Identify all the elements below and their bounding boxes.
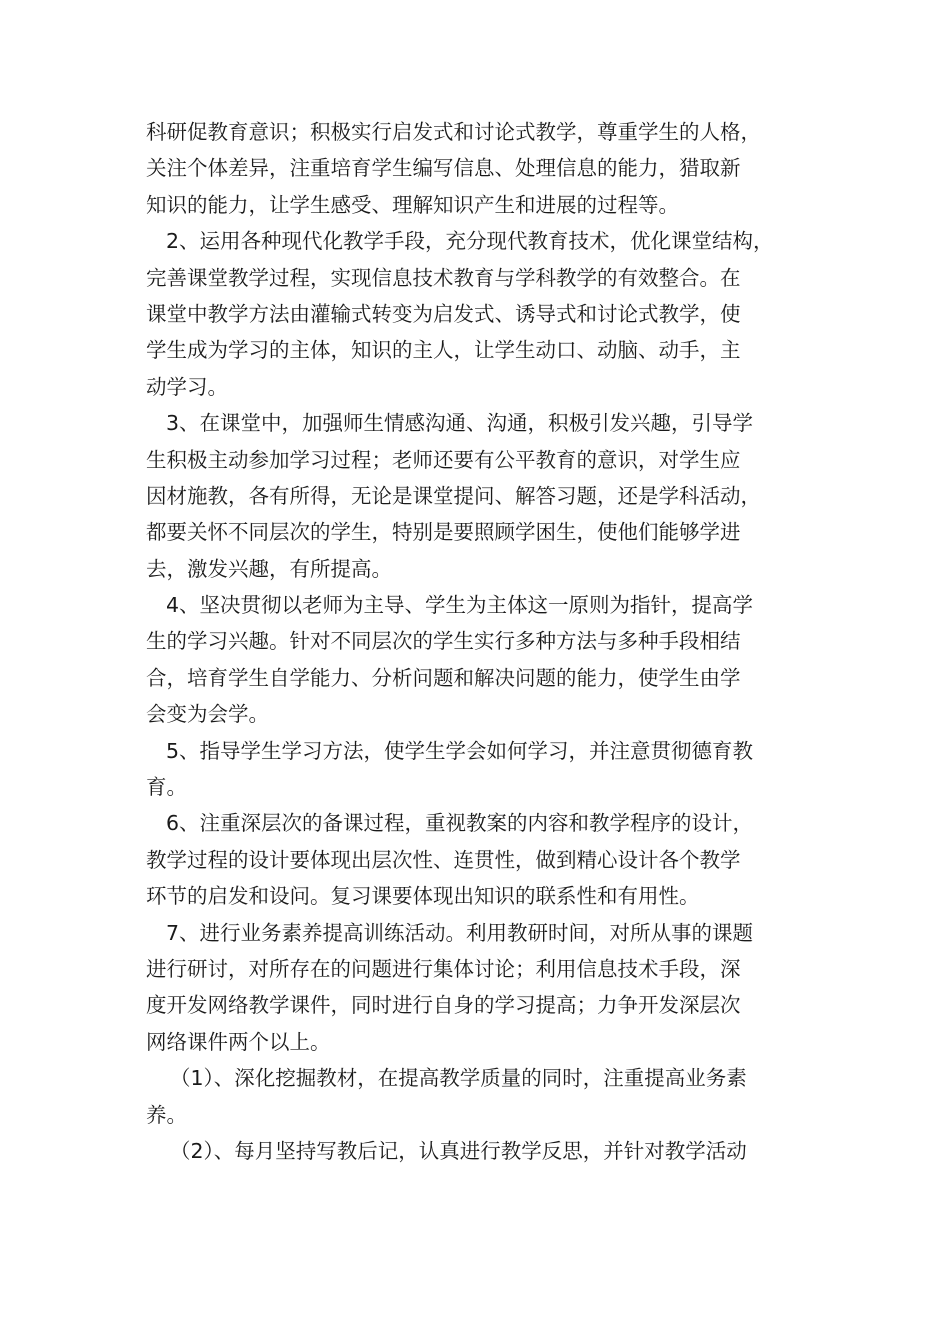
text-line: 6、注重深层次的备课过程，重视教案的内容和教学程序的设计， — [166, 811, 754, 836]
text-line: 5、指导学生学习方法，使学生学会如何学习，并注意贯彻德育教 — [166, 738, 754, 763]
text-line: 2、运用各种现代化教学手段，充分现代教育技术，优化课堂结构， — [166, 229, 774, 254]
paragraph-item-6 — [146, 805, 826, 914]
text-line: 去，激发兴趣，有所提高。 — [146, 556, 392, 581]
text-line: 育。 — [146, 775, 187, 800]
text-line: 网络课件两个以上。 — [146, 1029, 331, 1054]
document-body — [146, 114, 826, 1169]
text-line: 生积极主动参加学习过程；老师还要有公平教育的意识，对学生应 — [146, 447, 741, 472]
text-line: 3、在课堂中，加强师生情感沟通、沟通，积极引发兴趣，引导学 — [166, 411, 754, 436]
text-line: 养。 — [146, 1102, 187, 1127]
text-line: 课堂中教学方法由灌输式转变为启发式、诱导式和讨论式教学，使 — [146, 301, 741, 326]
paragraph-continuation — [146, 114, 826, 223]
text-line: 因材施教，各有所得，无论是课堂提问、解答习题，还是学科活动， — [146, 483, 761, 508]
text-line: 关注个体差异，注重培育学生编写信息、处理信息的能力，猎取新 — [146, 156, 741, 181]
text-line: 环节的启发和设问。复习课要体现出知识的联系性和有用性。 — [146, 884, 700, 909]
paragraph-item-3 — [146, 405, 826, 587]
text-line: 动学习。 — [146, 374, 228, 399]
text-line: 教学过程的设计要体现出层次性、连贯性，做到精心设计各个教学 — [146, 847, 741, 872]
text-line: 4、坚决贯彻以老师为主导、学生为主体这一原则为指针，提高学 — [166, 593, 754, 618]
text-line: 完善课堂教学过程，实现信息技术教育与学科教学的有效整合。在 — [146, 265, 741, 290]
text-line: 合，培育学生自学能力、分析问题和解决问题的能力，使学生由学 — [146, 665, 741, 690]
text-line: （1）、深化挖掘教材，在提高教学质量的同时，注重提高业务素 — [170, 1066, 747, 1091]
text-line: 生的学习兴趣。针对不同层次的学生实行多种方法与多种手段相结 — [146, 629, 741, 654]
text-line: 7、进行业务素养提高训练活动。利用教研时间，对所从事的课题 — [166, 920, 754, 945]
paragraph-item-2 — [146, 223, 826, 405]
text-line: 进行研讨，对所存在的问题进行集体讨论；利用信息技术手段，深 — [146, 956, 741, 981]
paragraph-item-4 — [146, 587, 826, 733]
text-line: 都要关怀不同层次的学生，特别是要照顾学困生，使他们能够学进 — [146, 520, 741, 545]
text-line: 知识的能力，让学生感受、理解知识产生和进展的过程等。 — [146, 192, 679, 217]
paragraph-subitem-1 — [146, 1060, 826, 1133]
paragraph-subitem-2 — [146, 1133, 826, 1169]
text-line: 科研促教育意识；积极实行启发式和讨论式教学，尊重学生的人格， — [146, 120, 761, 144]
paragraph-item-7 — [146, 915, 826, 1061]
text-line: 会变为会学。 — [146, 702, 269, 727]
text-line: （2）、每月坚持写教后记，认真进行教学反思，并针对教学活动 — [170, 1138, 747, 1163]
text-line: 学生成为学习的主体，知识的主人，让学生动口、动脑、动手，主 — [146, 338, 741, 363]
paragraph-item-5 — [146, 733, 826, 806]
text-line: 度开发网络教学课件，同时进行自身的学习提高；力争开发深层次 — [146, 993, 741, 1018]
